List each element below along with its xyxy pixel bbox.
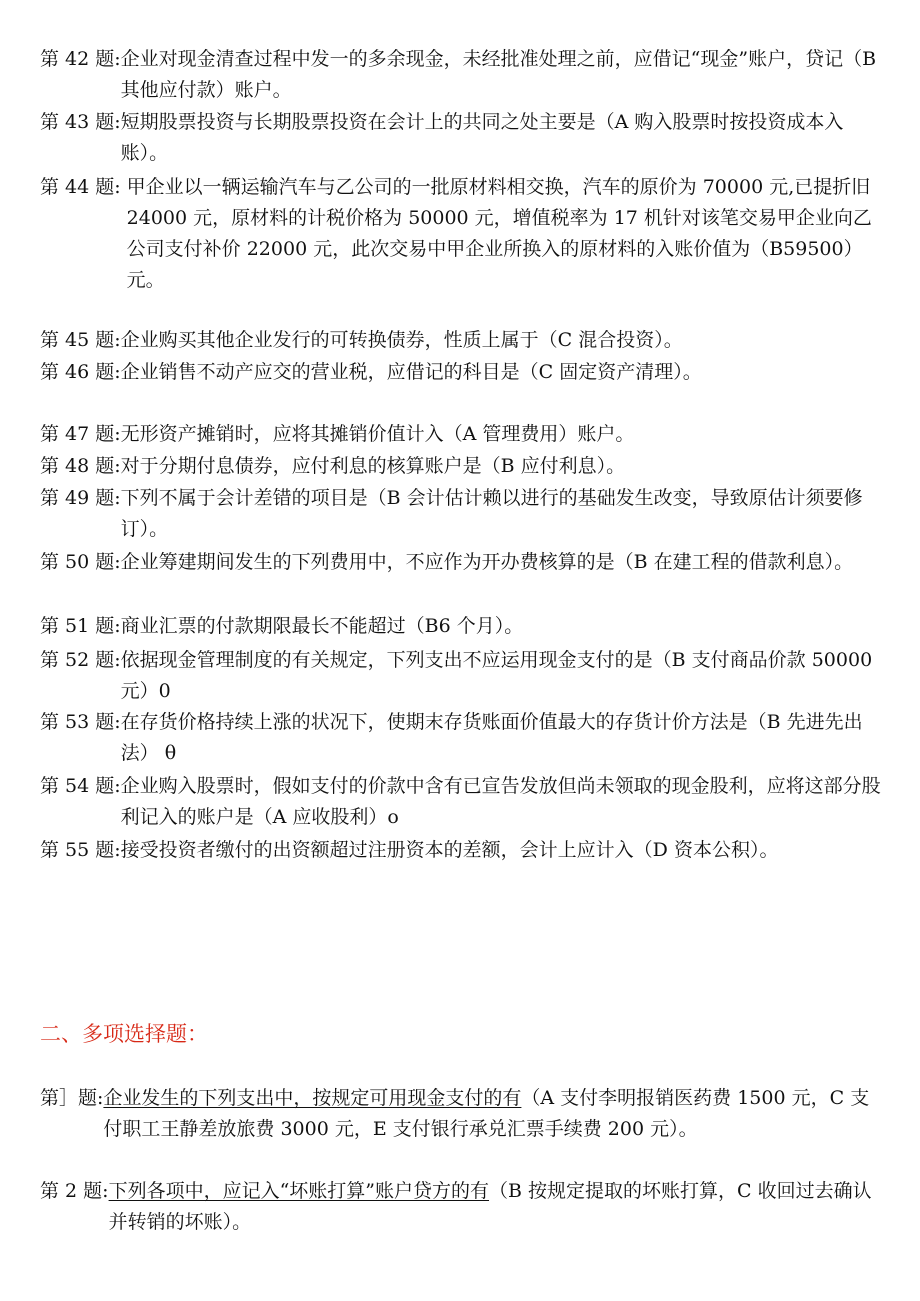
question-number: 第 2 题: (40, 1180, 109, 1202)
question-55 (40, 835, 886, 866)
question-text: 依据现金管理制度的有关规定，下列支出不应运用现金支付的是（B 支付商品价款 50000 元）0 (120, 649, 873, 702)
question-answer: （A 支付李明报销医药费 1500 元，C 支付职工王静差放旅费 3000 元，E 支付银行承兑汇票手续费 200 元）。 (103, 1087, 870, 1140)
question-text: 对于分期付息债券，应付利息的核算账户是（B 应付利息）。 (120, 455, 626, 477)
section-title-multiple-choice: 二、多项选择题： (40, 1022, 208, 1046)
question-number: 第 43 题: (40, 111, 121, 133)
question-49 (40, 483, 886, 545)
question-stem-underlined: 下列各项中，应记入“坏账打算”账户贷方的有 (108, 1180, 490, 1202)
question-45 (40, 325, 886, 356)
question-number: 第 54 题: (40, 775, 121, 797)
question-text: 商业汇票的付款期限最长不能超过（B6 个月）。 (120, 615, 524, 637)
question-number: 第 42 题: (40, 48, 121, 70)
question-text: 短期股票投资与长期股票投资在会计上的共同之处主要是（A 购入股票时按投资成本入账）。 (120, 111, 844, 164)
question-text (109, 1176, 886, 1238)
question-51 (40, 611, 886, 642)
question-text: 企业销售不动产应交的营业税，应借记的科目是（C 固定资产清理）。 (120, 361, 702, 383)
question-47 (40, 419, 886, 450)
question-number: 第 51 题: (40, 615, 121, 637)
question-number: 第 49 题: (40, 487, 121, 509)
question-53 (40, 707, 886, 769)
question-44 (40, 172, 886, 296)
question-number: 第 52 题: (40, 649, 121, 671)
question-number: 第 55 题: (40, 839, 121, 861)
question-text: 无形资产摊销时，应将其摊销价值计入（A 管理费用）账户。 (120, 423, 635, 445)
question-stem-underlined: 企业发生的下列支出中，按规定可用现金支付的有 (103, 1087, 522, 1109)
question-text: 企业购入股票时，假如支付的价款中含有已宣告发放但尚未领取的现金股利，应将这部分股利记入的账户是（A 应收股利）o (120, 775, 881, 828)
question-54 (40, 771, 886, 833)
question-text: 企业购买其他企业发行的可转换债券，性质上属于（C 混合投资）。 (120, 329, 683, 351)
question-text: 企业对现金清查过程中发一的多余现金，未经批准处理之前，应借记“现金”账户，贷记（B 其他应付款）账户。 (120, 48, 877, 101)
question-number: 第 50 题: (40, 551, 121, 573)
question-number: 第 53 题: (40, 711, 121, 733)
question-number: 第 45 题: (40, 329, 121, 351)
question-50 (40, 547, 886, 578)
question-number: 第 46 题: (40, 361, 121, 383)
question-text: 下列不属于会计差错的项目是（B 会计估计赖以进行的基础发生改变，导致原估计须要修订）。 (120, 487, 863, 540)
question-number: 第］题: (40, 1087, 104, 1109)
question-answer: （B 按规定提取的坏账打算，C 收回过去确认并转销的坏账）。 (108, 1180, 872, 1233)
question-text: 接受投资者缴付的出资额超过注册资本的差额，会计上应计入（D 资本公积）。 (120, 839, 779, 861)
question-42 (40, 44, 886, 106)
multi-question-2 (40, 1176, 886, 1238)
question-number: 第 48 题: (40, 455, 121, 477)
question-52 (40, 645, 886, 707)
question-text (103, 1083, 886, 1145)
question-text: 甲企业以一辆运输汽车与乙公司的一批原材料相交换，汽车的原价为 70000 元,已提折旧 24000 元，原材料的计税价格为 50000 元，增值税率为 17 机针对该笔交易甲企业向乙公司支付补价 22000 元，此次交易中甲企业所换入的原材料的入账价值为（B59500）元。 (126, 176, 872, 291)
question-46 (40, 357, 886, 388)
question-text: 在存货价格持续上涨的状况下，使期末存货账面价值最大的存货计价方法是（B 先进先出法） θ (120, 711, 863, 764)
question-48 (40, 451, 886, 482)
question-number: 第 47 题: (40, 423, 121, 445)
multi-question-1 (40, 1083, 886, 1145)
question-text: 企业筹建期间发生的下列费用中，不应作为开办费核算的是（B 在建工程的借款利息）。 (120, 551, 854, 573)
question-43 (40, 107, 886, 169)
question-number: 第 44 题: (40, 176, 121, 198)
